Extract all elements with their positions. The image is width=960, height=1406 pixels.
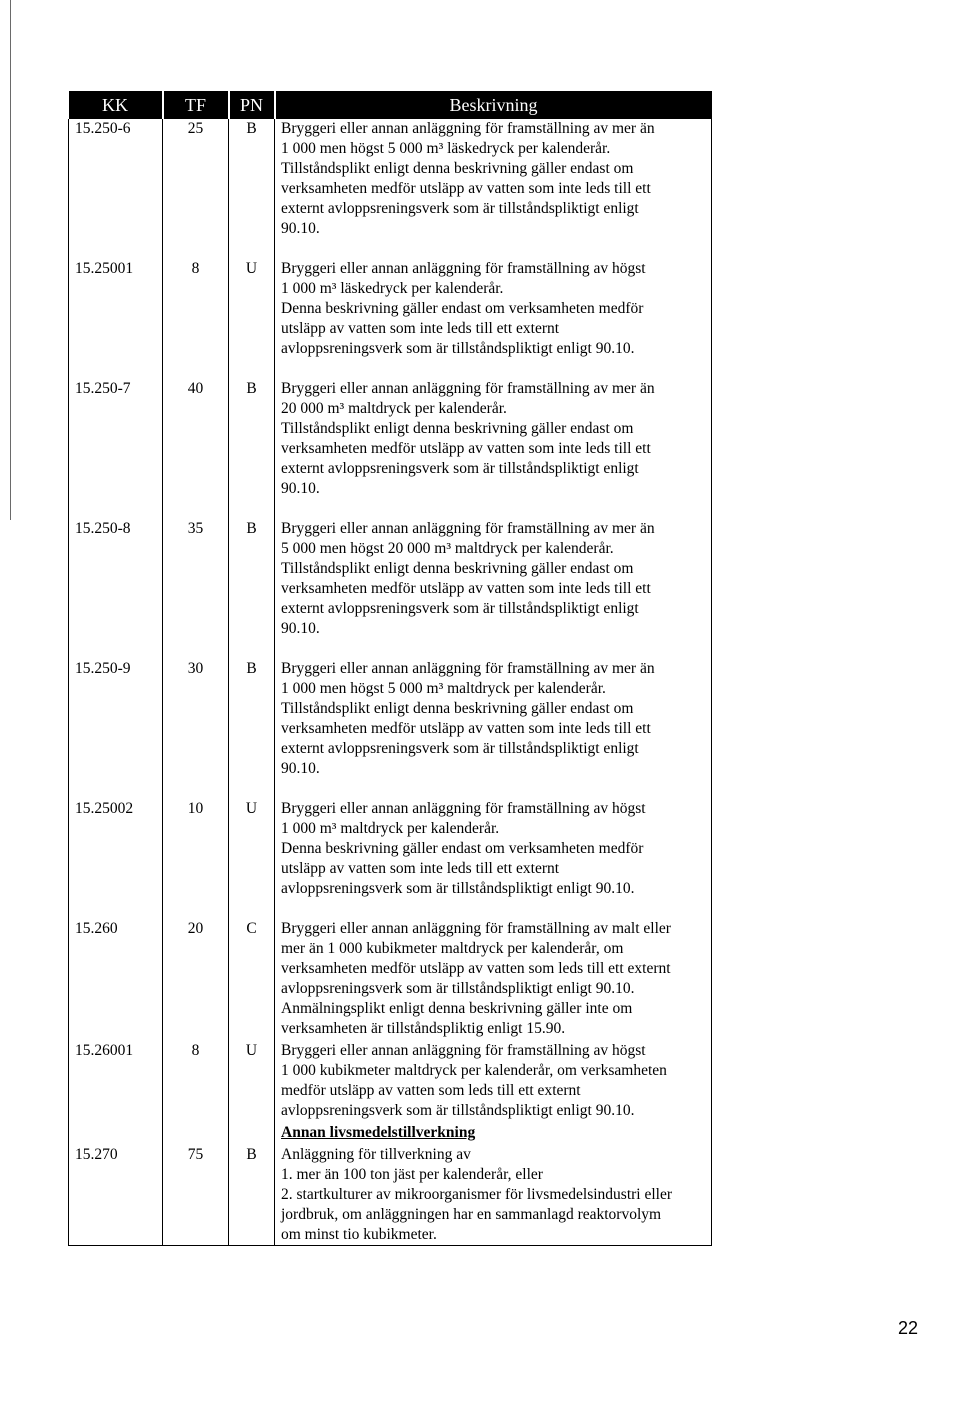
tf-cell: 75 [163,1145,229,1246]
description-line: Bryggeri eller annan anläggning för framställning av högst [281,1042,646,1059]
description-line: utsläpp av vatten som inte leds till ett externt [281,860,560,877]
pn-cell: C [229,919,275,1041]
description-line: verksamheten medför utsläpp av vatten som inte leds till ett [281,580,651,597]
description-line: Denna beskrivning gäller endast om verksamheten medför [281,840,644,857]
table-row [69,1041,712,1123]
description-line: Bryggeri eller annan anläggning för framställning av mer än [281,520,655,537]
pn-cell: B [229,519,275,659]
tf-cell: 25 [163,119,229,259]
table-row [69,519,712,659]
description-line: avloppsreningsverk som är tillståndspliktigt enligt 90.10. [281,880,635,897]
description-cell [275,119,712,259]
description-line: avloppsreningsverk som är tillståndspliktigt enligt 90.10. [281,1102,635,1119]
pn-cell: B [229,119,275,259]
pn-cell: U [229,799,275,919]
description-line: mer än 1 000 kubikmeter maltdryck per kalenderår, om [281,940,624,957]
description-line: Anmälningsplikt enligt denna beskrivning gäller inte om [281,1000,633,1017]
description-line: avloppsreningsverk som är tillståndspliktigt enligt 90.10. [281,340,635,357]
description-line: Bryggeri eller annan anläggning för framställning av mer än [281,380,655,397]
header-kk: KK [69,91,163,119]
description-line: 90.10. [281,760,320,777]
description-line: utsläpp av vatten som inte leds till ett externt [281,320,560,337]
description-line: verksamheten är tillståndspliktig enligt 15.90. [281,1020,566,1037]
description-line: verksamheten medför utsläpp av vatten som inte leds till ett [281,180,651,197]
table-header-row [69,91,712,119]
table-row [69,259,712,379]
table-row [69,379,712,519]
description-cell [275,259,712,379]
description-cell [275,659,712,799]
tf-cell: 35 [163,519,229,659]
kk-cell: 15.26001 [69,1041,163,1123]
tf-cell: 8 [163,259,229,379]
table-row [69,919,712,1041]
kk-cell: 15.250-8 [69,519,163,659]
description-line: externt avloppsreningsverk som är tillståndspliktigt enligt [281,740,639,757]
pn-cell: U [229,1041,275,1123]
description-line: Bryggeri eller annan anläggning för framställning av högst [281,260,646,277]
description-line: jordbruk, om anläggningen har en sammanlagd reaktorvolym [281,1206,662,1223]
description-line: avloppsreningsverk som är tillståndspliktigt enligt 90.10. [281,980,635,997]
description-line: Denna beskrivning gäller endast om verksamheten medför [281,300,644,317]
description-cell [275,799,712,919]
description-line: Bryggeri eller annan anläggning för framställning av malt eller [281,920,671,937]
description-line: 1 000 m³ maltdryck per kalenderår. [281,820,500,837]
description-line: externt avloppsreningsverk som är tillståndspliktigt enligt [281,200,639,217]
description-line: verksamheten medför utsläpp av vatten som inte leds till ett [281,440,651,457]
description-line: om minst tio kubikmeter. [281,1226,437,1243]
description-line: externt avloppsreningsverk som är tillståndspliktigt enligt [281,600,639,617]
activity-table [68,91,712,1246]
description-line: externt avloppsreningsverk som är tillståndspliktigt enligt [281,460,639,477]
description-line: medför utsläpp av vatten som leds till ett externt [281,1082,581,1099]
table-row [69,1145,712,1246]
description-line: Tillståndsplikt enligt denna beskrivning gäller endast om [281,700,634,717]
table-body [69,119,712,1246]
description-cell [275,379,712,519]
page-margin-line [10,0,11,520]
description-cell [275,1123,712,1145]
tf-cell: 40 [163,379,229,519]
pn-cell: U [229,259,275,379]
kk-cell: 15.250-6 [69,119,163,259]
tf-cell: 10 [163,799,229,919]
description-cell [275,1145,712,1246]
table-row [69,659,712,799]
tf-cell: 30 [163,659,229,799]
table-row [69,1123,712,1145]
tf-cell [163,1123,229,1145]
description-line: 90.10. [281,620,320,637]
header-tf: TF [163,91,229,119]
description-line: 90.10. [281,480,320,497]
description-line: 1 000 kubikmeter maltdryck per kalenderår, om verksamheten [281,1062,667,1079]
description-line: 2. startkulturer av mikroorganismer för livsmedelsindustri eller [281,1186,672,1203]
description-cell [275,919,712,1041]
description-line: 20 000 m³ maltdryck per kalenderår. [281,400,507,417]
table-row [69,799,712,919]
description-line: 1 000 men högst 5 000 m³ läskedryck per kalenderår. [281,140,611,157]
description-line: Bryggeri eller annan anläggning för framställning av mer än [281,660,655,677]
description-line: 5 000 men högst 20 000 m³ maltdryck per kalenderår. [281,540,614,557]
kk-cell: 15.25001 [69,259,163,379]
pn-cell: B [229,1145,275,1246]
header-pn: PN [229,91,275,119]
description-line: 1 000 men högst 5 000 m³ maltdryck per kalenderår. [281,680,606,697]
description-line: 90.10. [281,220,320,237]
description-cell [275,1041,712,1123]
pn-cell [229,1123,275,1145]
kk-cell: 15.25002 [69,799,163,919]
pn-cell: B [229,659,275,799]
description-line: verksamheten medför utsläpp av vatten som inte leds till ett [281,720,651,737]
header-description: Beskrivning [275,91,712,119]
kk-cell: 15.270 [69,1145,163,1246]
description-line: Anläggning för tillverkning av [281,1146,471,1163]
description-cell [275,519,712,659]
description-line: 1 000 m³ läskedryck per kalenderår. [281,280,504,297]
table-row [69,119,712,259]
pn-cell: B [229,379,275,519]
page-number: 22 [898,1318,919,1338]
description-line: Tillståndsplikt enligt denna beskrivning gäller endast om [281,560,634,577]
tf-cell: 8 [163,1041,229,1123]
kk-cell: 15.250-9 [69,659,163,799]
description-line: Tillståndsplikt enligt denna beskrivning gäller endast om [281,420,634,437]
description-line: Bryggeri eller annan anläggning för framställning av högst [281,800,646,817]
kk-cell: 15.260 [69,919,163,1041]
kk-cell: 15.250-7 [69,379,163,519]
description-line: Bryggeri eller annan anläggning för framställning av mer än [281,120,655,137]
description-line: verksamheten medför utsläpp av vatten som leds till ett externt [281,960,671,977]
description-line: 1. mer än 100 ton jäst per kalenderår, eller [281,1166,543,1183]
tf-cell: 20 [163,919,229,1041]
section-heading: Annan livsmedelstillverkning [281,1124,476,1141]
description-line: Tillståndsplikt enligt denna beskrivning gäller endast om [281,160,634,177]
kk-cell [69,1123,163,1145]
